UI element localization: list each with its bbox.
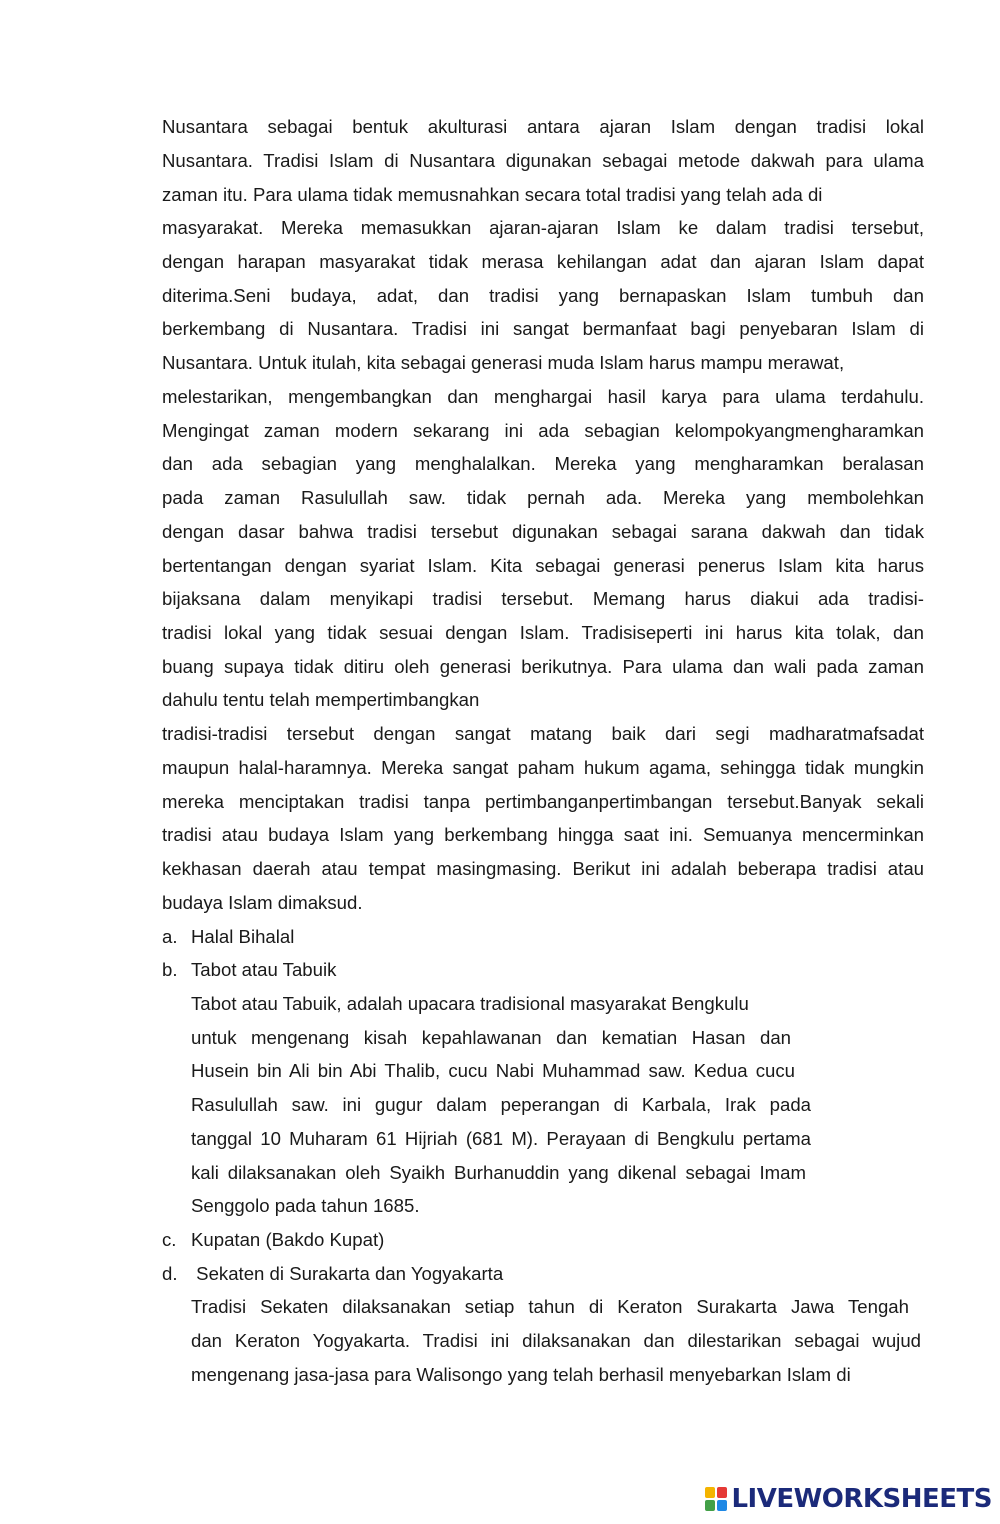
list-marker: d.: [162, 1263, 178, 1284]
paragraph-line: dengan dasar bahwa tradisi tersebut digunakan sebagai sarana dakwah dan tidak: [162, 521, 924, 542]
liveworksheets-logo-icon: [705, 1487, 727, 1511]
list-item-label: Halal Bihalal: [191, 926, 295, 947]
paragraph-line: dan ada sebagian yang menghalalkan. Mereka yang mengharamkan beralasan: [162, 453, 924, 474]
paragraph-line: bijaksana dalam menyikapi tradisi tersebut. Memang harus diakui ada tradisi-: [162, 588, 924, 609]
paragraph-line: Mengingat zaman modern sekarang ini ada sebagian kelompokyangmengharamkan: [162, 420, 924, 441]
paragraph-line: Nusantara sebagai bentuk akulturasi antara ajaran Islam dengan tradisi lokal: [162, 116, 924, 137]
paragraph-line: melestarikan, mengembangkan dan menghargai hasil karya para ulama terdahulu.: [162, 386, 924, 407]
list-marker: c.: [162, 1229, 177, 1250]
paragraph-line: maupun halal-haramnya. Mereka sangat paham hukum agama, sehingga tidak mungkin: [162, 757, 924, 778]
paragraph-line: bertentangan dengan syariat Islam. Kita sebagai generasi penerus Islam kita harus: [162, 555, 924, 576]
list-description-line: Tradisi Sekaten dilaksanakan setiap tahun di Keraton Surakarta Jawa Tengah: [191, 1296, 909, 1317]
paragraph-line: dengan harapan masyarakat tidak merasa kehilangan adat dan ajaran Islam dapat: [162, 251, 924, 272]
list-description-line: tanggal 10 Muharam 61 Hijriah (681 M). Perayaan di Bengkulu pertama: [191, 1128, 811, 1149]
list-item-label: Sekaten di Surakarta dan Yogyakarta: [191, 1263, 504, 1284]
paragraph-line: tradisi lokal yang tidak sesuai dengan Islam. Tradisiseperti ini harus kita tolak, dan: [162, 622, 924, 643]
paragraph-line: Nusantara. Untuk itulah, kita sebagai generasi muda Islam harus mampu merawat,: [162, 352, 845, 373]
paragraph-line: tradisi atau budaya Islam yang berkembang hingga saat ini. Semuanya mencerminkan: [162, 824, 924, 845]
paragraph-line: buang supaya tidak ditiru oleh generasi berikutnya. Para ulama dan wali pada zaman: [162, 656, 924, 677]
list-description-line: Senggolo pada tahun 1685.: [191, 1195, 420, 1216]
paragraph-line: mereka menciptakan tradisi tanpa pertimbanganpertimbangan tersebut.Banyak sekali: [162, 791, 924, 812]
liveworksheets-logo-text: LIVEWORKSHEETS: [731, 1484, 992, 1514]
list-description-line: Rasulullah saw. ini gugur dalam peperangan di Karbala, Irak pada: [191, 1094, 811, 1115]
list-description-line: Husein bin Ali bin Abi Thalib, cucu Nabi Muhammad saw. Kedua cucu: [191, 1060, 795, 1081]
paragraph-line: pada zaman Rasulullah saw. tidak pernah ada. Mereka yang membolehkan: [162, 487, 924, 508]
list-item-label: Tabot atau Tabuik: [191, 959, 337, 980]
liveworksheets-logo: [705, 1484, 992, 1514]
list-description-line: Tabot atau Tabuik, adalah upacara tradisional masyarakat Bengkulu: [191, 993, 749, 1014]
list-marker: b.: [162, 959, 178, 980]
paragraph-line: tradisi-tradisi tersebut dengan sangat matang baik dari segi madharatmafsadat: [162, 723, 924, 744]
paragraph-line: diterima.Seni budaya, adat, dan tradisi yang bernapaskan Islam tumbuh dan: [162, 285, 924, 306]
list-item-label: Kupatan (Bakdo Kupat): [191, 1229, 385, 1250]
paragraph-line: berkembang di Nusantara. Tradisi ini sangat bermanfaat bagi penyebaran Islam di: [162, 318, 924, 339]
list-marker: a.: [162, 926, 178, 947]
list-description-line: kali dilaksanakan oleh Syaikh Burhanuddin yang dikenal sebagai Imam: [191, 1162, 806, 1183]
paragraph-line: zaman itu. Para ulama tidak memusnahkan secara total tradisi yang telah ada di: [162, 184, 823, 205]
paragraph-line: masyarakat. Mereka memasukkan ajaran-ajaran Islam ke dalam tradisi tersebut,: [162, 217, 924, 238]
paragraph-line: budaya Islam dimaksud.: [162, 892, 363, 913]
paragraph-line: dahulu tentu telah mempertimbangkan: [162, 689, 480, 710]
paragraph-line: kekhasan daerah atau tempat masingmasing. Berikut ini adalah beberapa tradisi atau: [162, 858, 924, 879]
paragraph-line: Nusantara. Tradisi Islam di Nusantara digunakan sebagai metode dakwah para ulama: [162, 150, 924, 171]
list-description-line: untuk mengenang kisah kepahlawanan dan kematian Hasan dan: [191, 1027, 791, 1048]
list-description-line: mengenang jasa-jasa para Walisongo yang telah berhasil menyebarkan Islam di: [191, 1364, 851, 1385]
list-description-line: dan Keraton Yogyakarta. Tradisi ini dilaksanakan dan dilestarikan sebagai wujud: [191, 1330, 921, 1351]
